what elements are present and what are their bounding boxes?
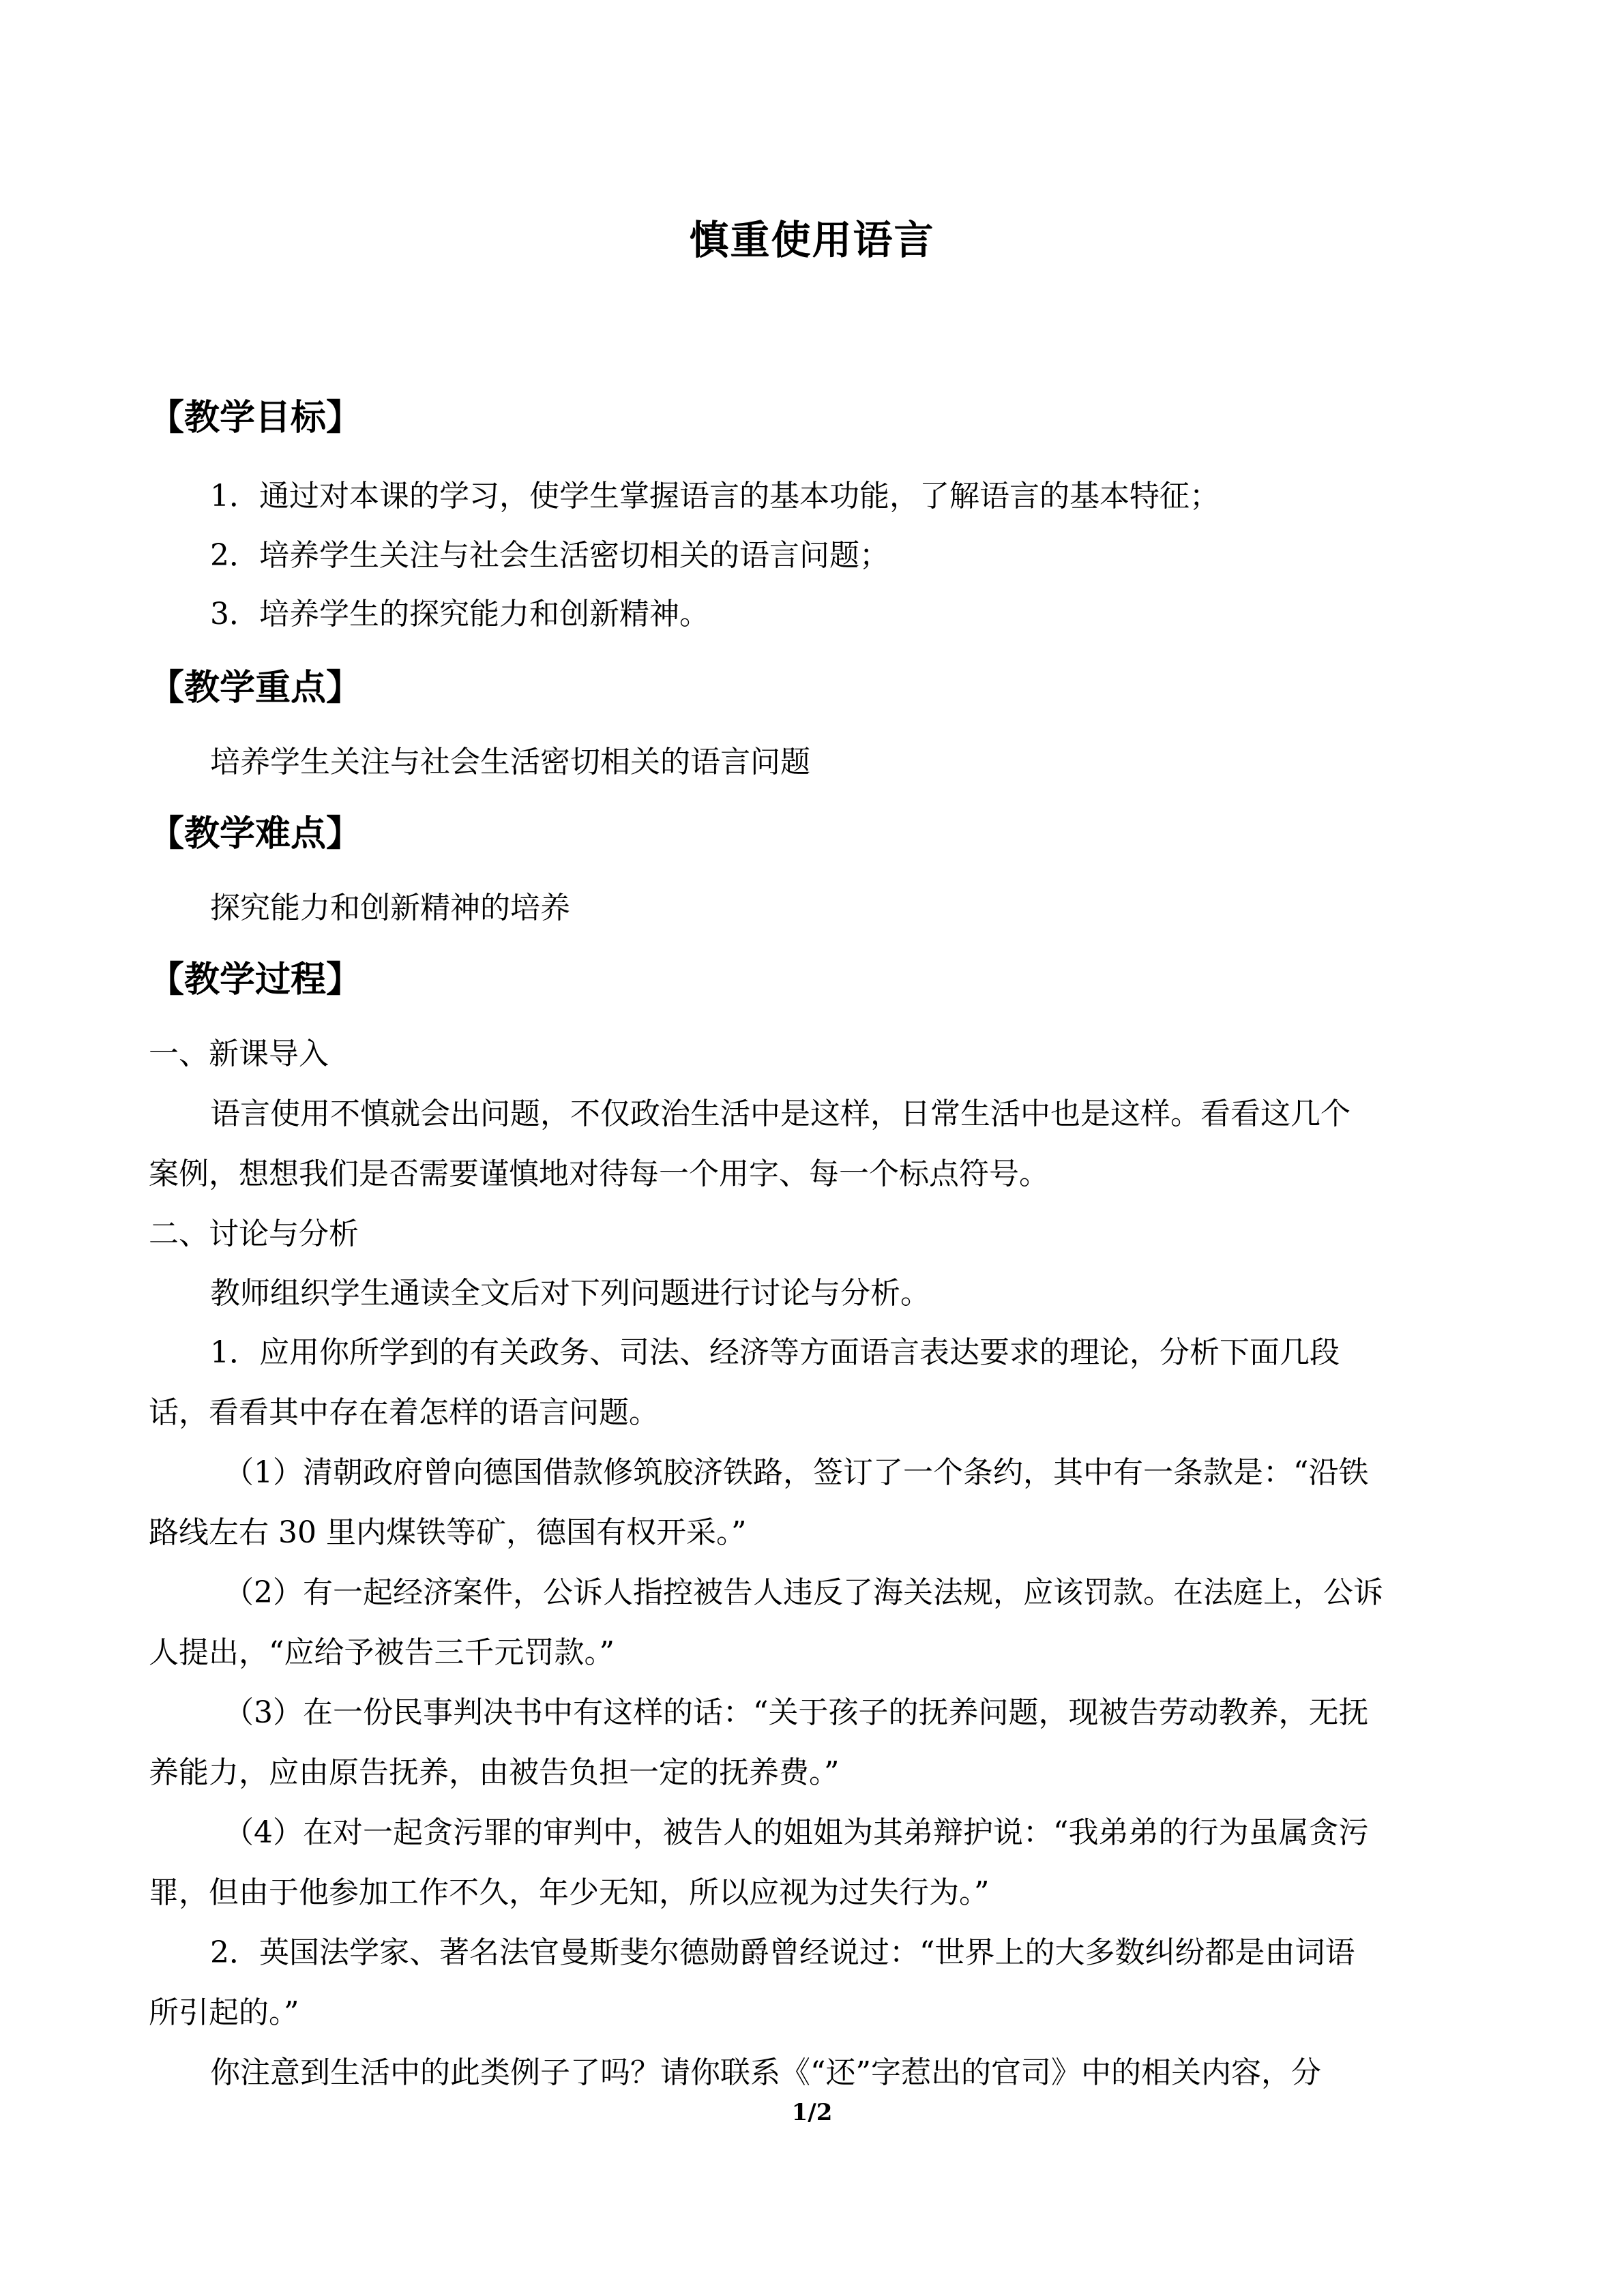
paragraph-line: 所引起的。” (149, 1995, 299, 2030)
case-4: （4）在对一起贪污罪的审判中，被告人的姐姐为其弟辩护说：“我弟弟的行为虽属贪污 (224, 1815, 1369, 1850)
paragraph-line: 话，看看其中存在着怎样的语言问题。 (149, 1395, 659, 1430)
key-text: 培养学生关注与社会生活密切相关的语言问题 (210, 745, 810, 779)
difficulty-heading: 【教学难点】 (149, 814, 362, 854)
part2-title: 二、讨论与分析 (149, 1217, 359, 1251)
objectives-heading: 【教学目标】 (149, 398, 362, 438)
case-3: （3）在一份民事判决书中有这样的话：“关于孩子的抚养问题，现被告劳动教养，无抚 (224, 1695, 1369, 1730)
page-number: 1/2 (791, 2099, 833, 2126)
paragraph-line: 语言使用不慎就会出问题，不仅政治生活中是这样，日常生活中也是这样。看看这几个 (210, 1097, 1350, 1131)
part1-title: 一、新课导入 (149, 1037, 329, 1071)
paragraph-line: 人提出，“应给予被告三千元罚款。” (149, 1635, 615, 1670)
paragraph-line: 你注意到生活中的此类例子了吗？请你联系《“还”字惹出的官司》中的相关内容，分 (210, 2055, 1321, 2090)
paragraph-line: 罪，但由于他参加工作不久，年少无知，所以应视为过失行为。” (149, 1875, 990, 1910)
paragraph-line: 路线左右 30 里内煤铁等矿，德国有权开采。” (149, 1515, 747, 1550)
objective-item-3: 3．培养学生的探究能力和创新精神。 (210, 597, 709, 631)
objective-item-1: 1．通过对本课的学习，使学生掌握语言的基本功能，了解语言的基本特征； (210, 479, 1220, 513)
question-1: 1．应用你所学到的有关政务、司法、经济等方面语言表达要求的理论，分析下面几段 (210, 1335, 1340, 1370)
paragraph-line: 案例，想想我们是否需要谨慎地对待每一个用字、每一个标点符号。 (149, 1157, 1049, 1191)
paragraph-line: 教师组织学生通读全文后对下列问题进行讨论与分析。 (210, 1276, 930, 1311)
page-title: 慎重使用语言 (689, 217, 935, 263)
paragraph-line: 养能力，应由原告抚养，由被告负担一定的抚养费。” (149, 1755, 840, 1790)
question-2: 2．英国法学家、著名法官曼斯斐尔德勋爵曾经说过：“世界上的大多数纠纷都是由词语 (210, 1935, 1355, 1970)
case-1: （1）清朝政府曾向德国借款修筑胶济铁路，签订了一个条约，其中有一条款是：“沿铁 (224, 1455, 1369, 1490)
difficulty-text: 探究能力和创新精神的培养 (210, 891, 570, 925)
case-2: （2）有一起经济案件，公诉人指控被告人违反了海关法规，应该罚款。在法庭上，公诉 (224, 1575, 1383, 1610)
key-heading: 【教学重点】 (149, 668, 362, 709)
process-heading: 【教学过程】 (149, 959, 362, 1000)
objective-item-2: 2．培养学生关注与社会生活密切相关的语言问题； (210, 538, 889, 573)
